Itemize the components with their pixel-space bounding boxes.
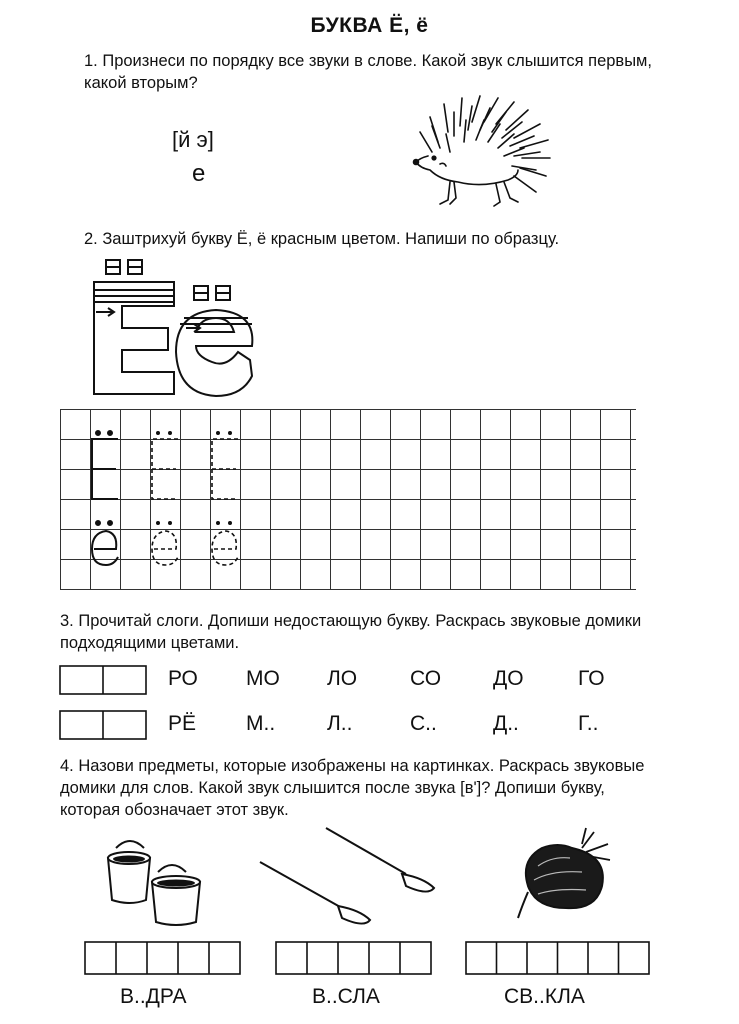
syllable: РО (168, 667, 198, 690)
syllable: СО (410, 667, 442, 690)
sound-houses (59, 664, 149, 744)
syllable: ЛО (327, 667, 358, 690)
syllable: Л.. (327, 712, 353, 735)
task1-transcription: [й э] (172, 127, 214, 152)
page-title: БУКВА Ё, ё (310, 14, 429, 37)
task2-text: 2. Заштрихуй букву Ё, ё красным цветом. Напиши по образцу. (84, 230, 560, 248)
task1-letter: е (192, 160, 206, 187)
syllable: МО (246, 667, 280, 690)
beet-icon (512, 826, 616, 922)
hedgehog-icon (410, 92, 560, 212)
word-sound-houses (84, 940, 654, 978)
syllable: М.. (246, 712, 276, 735)
writing-grid (60, 409, 638, 593)
word-label: СВ..КЛА (504, 985, 585, 1008)
task3-text: 3. Прочитай слоги. Допиши недостающую букву. Раскрась звуковые домики подходящими цветами. (60, 612, 642, 652)
syllable: Г.. (578, 712, 599, 735)
syllable: ГО (578, 667, 605, 690)
syllable: С.. (410, 712, 437, 735)
task4-text: 4. Назови предметы, которые изображены на картинках. Раскрась звуковые домики для слов. Какой звук слышится после звука [в']? Допиши букву, которая обозначает этот звук. (60, 757, 645, 819)
letter-samples-illustration (88, 256, 268, 404)
word-label: В..СЛА (312, 985, 380, 1008)
syllable: РЁ (168, 712, 197, 735)
task1-text: 1. Произнеси по порядку все звуки в слове. Какой звук слышится первым, какой вторым? (84, 52, 652, 92)
oars-icon (256, 826, 440, 932)
buckets-icon (100, 834, 210, 926)
syllable: ДО (493, 667, 524, 690)
word-label: В..ДРА (120, 985, 187, 1008)
syllable: Д.. (493, 712, 519, 735)
